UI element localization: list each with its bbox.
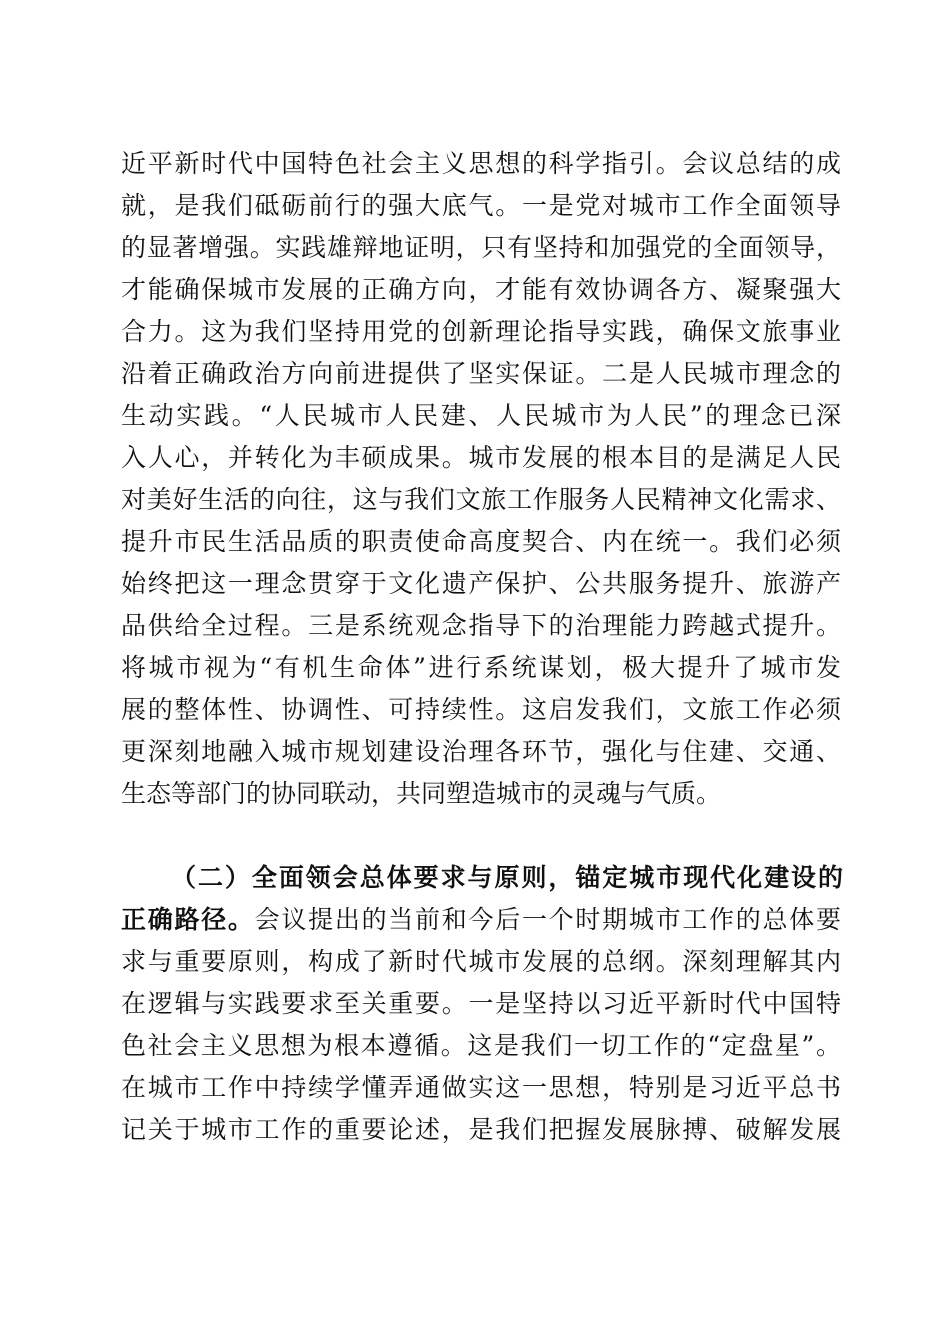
section-heading-end: 正确路径。 [121, 905, 255, 934]
body-line: 更深刻地融入城市规划建设治理各环节，强化与住建、交通、 [121, 737, 841, 766]
section-heading: （二）全面领会总体要求与原则，锚定城市现代化建设的 [171, 863, 843, 892]
body-line: 色社会主义思想为根本遵循。这是我们一切工作的“定盘星”。 [121, 1031, 841, 1060]
body-line: 求与重要原则，构成了新时代城市发展的总纲。深刻理解其内 [121, 947, 841, 976]
body-line: 生动实践。“人民城市人民建、人民城市为人民”的理念已深 [121, 401, 841, 430]
body-line: 对美好生活的向往，这与我们文旅工作服务人民精神文化需求、 [121, 485, 841, 514]
body-line: 提升市民生活品质的职责使命高度契合、内在统一。我们必须 [121, 527, 841, 556]
body-line: 记关于城市工作的重要论述，是我们把握发展脉搏、破解发展 [121, 1115, 841, 1144]
body-line: 的显著增强。实践雄辩地证明，只有坚持和加强党的全面领导， [121, 233, 841, 262]
body-line: 近平新时代中国特色社会主义思想的科学指引。会议总结的成 [121, 149, 841, 178]
body-line: 才能确保城市发展的正确方向，才能有效协调各方、凝聚强大 [121, 275, 841, 304]
body-line: 就，是我们砥砺前行的强大底气。一是党对城市工作全面领导 [121, 191, 841, 220]
body-line: 生态等部门的协同联动，共同塑造城市的灵魂与气质。 [121, 779, 722, 808]
body-line: 合力。这为我们坚持用党的创新理论指导实践，确保文旅事业 [121, 317, 841, 346]
body-line: 沿着正确政治方向前进提供了坚实保证。二是人民城市理念的 [121, 359, 841, 388]
body-line: 入人心，并转化为丰硕成果。城市发展的根本目的是满足人民 [121, 443, 841, 472]
body-text: 会议提出的当前和今后一个时期城市工作的总体要 [254, 905, 841, 934]
body-line: 展的整体性、协调性、可持续性。这启发我们，文旅工作必须 [121, 695, 841, 724]
body-line: 在逻辑与实践要求至关重要。一是坚持以习近平新时代中国特 [121, 989, 841, 1018]
body-line: 在城市工作中持续学懂弄通做实这一思想，特别是习近平总书 [121, 1073, 841, 1102]
heading-continuation-line [121, 900, 841, 940]
body-line: 将城市视为“有机生命体”进行系统谋划，极大提升了城市发 [121, 653, 841, 682]
body-line: 始终把这一理念贯穿于文化遗产保护、公共服务提升、旅游产 [121, 569, 841, 598]
body-line: 品供给全过程。三是系统观念指导下的治理能力跨越式提升。 [121, 611, 841, 640]
